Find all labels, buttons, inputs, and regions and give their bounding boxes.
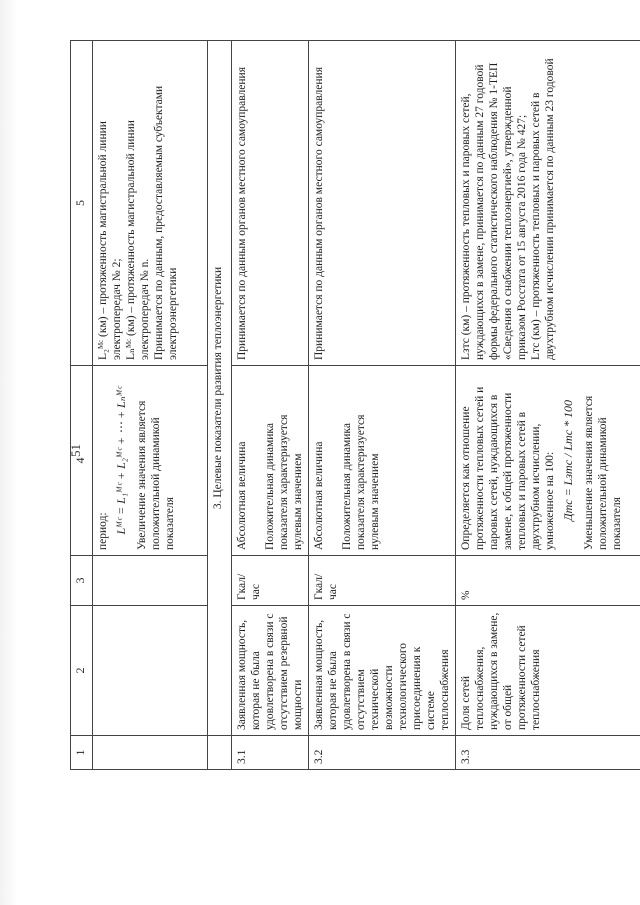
row-method-intro: Определяется как отношение протяженности тепловых сетей и паровых сетей, нуждающихся в замене, к общей протяженности тепловых и паровых сетей в двухтрубном исчислении, умноженное на 100: (460, 386, 557, 550)
row-method (456, 366, 640, 556)
row-method (308, 366, 455, 556)
row-name: Доля сетей теплоснабжения, нуждающихся в замене, от общей протяженности сетей теплоснабжения (456, 606, 640, 736)
header-col-2: 2 (71, 606, 93, 736)
header-col-4: 4 (71, 366, 93, 556)
row-unit: Гкал/час (231, 556, 308, 606)
header-col-5: 5 (71, 41, 93, 366)
table-row (231, 41, 308, 770)
row-method-line: Абсолютная величина (312, 441, 325, 550)
row-source-line: Lзтс (км) – протяженность тепловых и паровых сетей, нуждающихся в замене, принимается по данным 27 годовой формы федерального статистического наблюдения № 1-ТЕП «Сведения о снабжении теплоэнергией», утвержденной приказом Росстата от 15 августа 2016 года № 427; (460, 62, 529, 360)
row-name: Заявленная мощность, которая не была удовлетворена в связи с отсутствием технической возможности технологического присоединения к системе теплоснабжения (308, 606, 455, 736)
scan-edge-shadow (0, 0, 18, 905)
row-source: Принимается по данным органов местного самоуправления (231, 41, 308, 366)
indicator-table (70, 40, 640, 770)
row-method (231, 366, 308, 556)
section-row (208, 41, 232, 770)
row-num: 3.2 (308, 736, 455, 770)
continuation-method (93, 366, 208, 556)
header-col-1: 1 (71, 736, 93, 770)
row-source (456, 41, 640, 366)
continuation-source (93, 41, 208, 366)
row-unit: % (456, 556, 640, 606)
continuation-unit (93, 556, 208, 606)
continuation-formula: Lᴹᶜ = L₁ᴹᶜ + L₂ᴹᶜ + ⋯ + Lₙᴹᶜ (114, 386, 129, 535)
row-source: Принимается по данным органов местного самоуправления (308, 41, 455, 366)
continuation-source-line: Принимается по данным, предоставляемым субъектами электроэнергетики (153, 85, 180, 360)
continuation-num (93, 736, 208, 770)
indicator-table-rotated (70, 40, 640, 770)
row-method-formula: Дтс = Lзтс / Lтс * 100 (561, 399, 576, 522)
section-empty-cell (208, 736, 232, 770)
row-unit: Гкал/час (308, 556, 455, 606)
continuation-period-label: период: (97, 512, 110, 550)
header-row (71, 41, 93, 770)
continuation-name (93, 606, 208, 736)
continuation-source-line: L₂ᴹᶜ (км) – протяженность магистральной линии электропередач № 2; (97, 121, 124, 360)
header-col-3: 3 (71, 556, 93, 606)
row-num: 3.3 (456, 736, 640, 770)
continuation-note: Увеличение значения является положительной динамикой показателя (135, 400, 176, 550)
row-method-note: Уменьшение значения является положительной динамикой показателя (582, 395, 623, 550)
row-name: Заявленная мощность, которая не была удовлетворена в связи с отсутствием резервной мощности (231, 606, 308, 736)
row-method-line: Положительная динамика показателя характеризуется нулевым значением (263, 414, 304, 550)
table-row (308, 41, 455, 770)
continuation-row (93, 41, 208, 770)
table-row (456, 41, 640, 770)
continuation-source-line: Lₙᴹᶜ (км) – протяженность магистральной линии электропередач № n. (125, 120, 152, 360)
page-number: 51 (68, 444, 83, 457)
row-method-line: Абсолютная величина (235, 441, 248, 550)
row-source-line: Lтс (км) – протяженность тепловых и паровых сетей в двухтрубном исчислении принимается по данным 23 годовой (530, 58, 557, 360)
section-title: 3. Целевые показатели развития теплоэнергетики (208, 41, 232, 736)
row-method-line: Положительная динамика показателя характеризуется нулевым значением (340, 414, 381, 550)
row-num: 3.1 (231, 736, 308, 770)
